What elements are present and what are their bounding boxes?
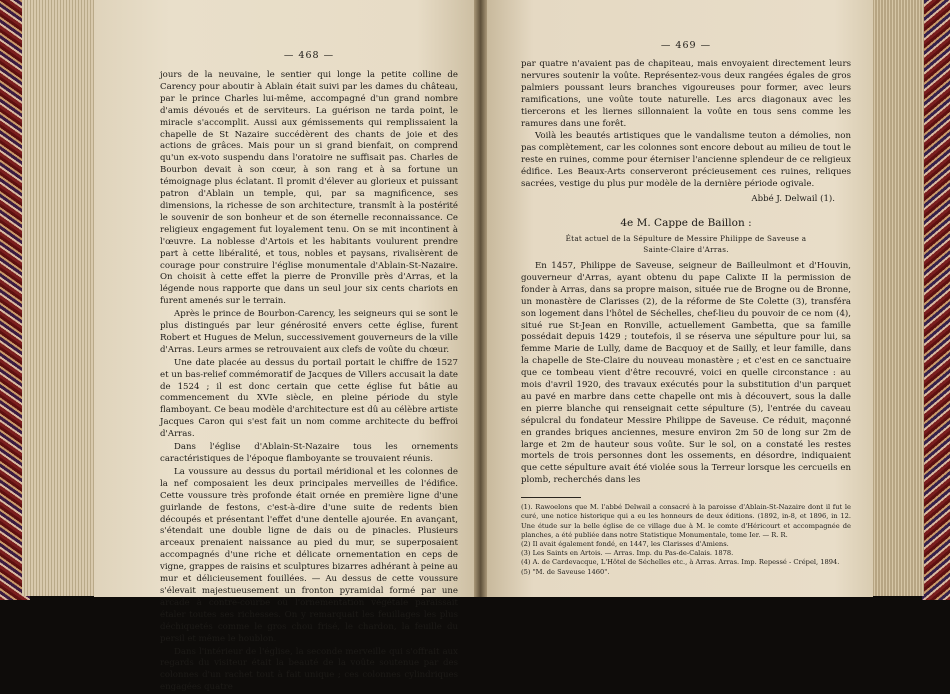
page-edges-left <box>22 0 95 596</box>
paragraph: par quatre n'avaient pas de chapiteau, mais envoyaient directement leurs nervures soutenir la voûte. Représentez-vous deux rangées égales de gros palmiers poussant leurs branches vigoureuses pour former, avec leurs ramifications, une voûte toute naturelle. Les arcs diagonaux avec les tiercerons et les liernes sillonnaient la voûte en tous sens comme les ramures dans une forêt. <box>521 59 851 130</box>
paragraph: La voussure au dessus du portail méridional et les colonnes de la nef composaient les deux principales merveilles de l'édifice. Cette voussure très profonde était ornée en première ligne d'une guirlande de festons, c'est-à-dire d'une suite de redents bien découpés et présentant l'effet d'une dentelle ajourée. En avançant, s'étendait une double ligne de dais ou de pinacles. Plusieurs arceaux prenaient naissance au pied du mur, se superposaient accompagnés d'une riche et délicate ornementation en ceps de vigne, grappes de raisins et sculptures bizarres adhérant à peine au mur et délicieusement fouillées. — Au dessus de cette voussure s'élevait majestueusement un fronton pyramidal formé par une arcade à contre-courbe où l'ornementation végétale paraissait étaler toutes ses richesses. On y remarquait les feuillages les plus déchiquetés comme le gros chou frisé, le chardon, la feuille du persil et même le houblon. <box>160 467 458 646</box>
page-number: — 468 — <box>160 50 458 61</box>
paragraph: Voilà les beautés artistiques que le vandalisme teuton a démolies, non pas complètement, car les colonnes sont encore debout au milieu de tout le reste en ruines, comme pour éterniser l'ancienne splendeur de ce religieux édifice. Les Beaux-Arts conserveront précieusement ces ruines, reliques sacrées, vestige du plus pur modèle de la dernière période ogivale. <box>521 131 851 191</box>
footnotes <box>521 503 851 577</box>
footnote-rule <box>521 497 581 498</box>
page-number: — 469 — <box>521 40 851 51</box>
marbled-cover-right <box>922 0 950 600</box>
section-title: 4e M. Cappe de Baillon : <box>521 217 851 229</box>
book-gutter <box>474 0 487 597</box>
page-edges-right <box>872 0 924 596</box>
subheading-line: État actuel de la Sépulture de Messire Philippe de Saveuse a <box>521 233 851 244</box>
paragraph: Une date placée au dessus du portail portait le chiffre de 1527 et un bas-relief commémoratif de Jacques de Villers accusait la date de 1524 ; il est donc certain que cette église fut bâtie au commencement du XVIe siècle, en pleine période du style flamboyant. Ce beau modèle d'architecture est dû au célèbre artiste Jacques Caron qui s'est fait un nom comme architecte du beffroi d'Arras. <box>160 358 458 441</box>
paragraph: Dans l'église d'Ablain-St-Nazaire tous les ornements caractéristiques de l'époque flamboyante se trouvaient réunis. <box>160 442 458 466</box>
paragraph: jours de la neuvaine, le sentier qui longe la petite colline de Carency pour aboutir à Ablain était suivi par les dames du château, par le prince Charles lui-même, accompagné d'un grand nombre d'amis dévoués et de serviteurs. La guérison ne tarda point, le miracle s'accomplit. Aussi aux gémissements qui remplissaient la chapelle de St Nazaire succédèrent des chants de joie et des actions de grâces. Mais pour un si grand bienfait, on comprend qu'un ex-voto suspendu dans l'oratoire ne suffisait pas. Charles de Bourbon devait à son cœur, à son rang et à sa fortune un témoignage plus éclatant. Il promit d'élever au glorieux et puissant patron d'Ablain un temple, qui, par sa magnificence, ses dimensions, la richesse de son architecture, transmît à la postérité le souvenir de son bonheur et de son éternelle reconnaissance. Ce religieux engagement fut loyalement tenu. On se mit incontinent à l'œuvre. La noblesse d'Artois et les habitants voulurent prendre part à cette libéralité, et tous, nobles et paysans, rivalisèrent de courage pour construire l'église monumentale d'Ablain-St-Nazaire. On choisit à cette effet la pierre de Pronville près d'Arras, et la légende nous rapporte que dans un seul jour six cents chariots en furent amenés sur le terrain. <box>160 70 458 308</box>
paragraph: En 1457, Philippe de Saveuse, seigneur de Bailleulmont et d'Houvin, gouverneur d'Arras, ayant obtenu du pape Calixte II la permission de fonder à Arras, dans sa propre maison, située rue de Brogne ou de Bronne, un monastère de Clarisses (2), de la réforme de Ste Colette (3), transféra son logement dans l'hôtel de Séchelles, chef-lieu du pouvoir de ce nom (4), situé rue St-Jean en Ronville, actuellement Gambetta, que sa famille possédait depuis 1429 ; toutefois, il se réserva une sépulture pour lui, sa femme Marie de Lully, dame de Bacquoy et de Sailly, et leur famille, dans la chapelle de Ste-Claire du nouveau monastère ; et c'est en ce sanctuaire que ce tombeau vient d'être recouvré, voici en quelle circonstance : au mois d'avril 1920, des travaux exécutés pour la substitution d'un parquet au pavé en marbre dans cette chapelle ont mis à découvert, sous la dalle en pierre blanche qui renseignait cette sépulture (5), l'entrée du caveau sépulcral du fondateur Messire Philippe de Saveuse. Ce réduit, maçonné en grandes briques anciennes, mesure environ 2m 50 de long sur 2m de large et 2m de hauteur sous voûte. Sur le sol, on a constaté les restes mortels de trois personnes dont les ossements, en désordre, indiquaient que cette sépulture avait été violée sous la Terreur lorsque les cercueils en plomb, recherchés dans les <box>521 261 851 487</box>
right-page <box>487 0 873 597</box>
author-signature: Abbé J. Delwail (1). <box>521 193 835 205</box>
section-subheading <box>521 233 851 255</box>
left-page <box>94 0 474 597</box>
footnote: (1). Rawoelons que M. l'abbé Delwail a consacré à la paroisse d'Ablain-St-Nazaire dont il fut le curé, une notice historique qui a eu les honneurs de deux éditions. (1892, in-8, et 1896, in 12. Une étude sur la belle église de ce village due à M. le comte d'Héricourt et accompagnée de planches, a été publiée dans notre Statistique Monumentale, tome Ier. — R. R. <box>521 503 851 540</box>
footnote: (2) Il avait également fondé, en 1447, les Clarisses d'Amiens. <box>521 540 851 549</box>
footnote: (4) A. de Cardevacque, L'Hôtel de Séchelles etc., à Arras. Arras. Imp. Repessé - Crépel, 1894. <box>521 558 851 567</box>
footnote: (5) "M. de Saveuse 1460". <box>521 568 851 577</box>
subheading-line: Sainte-Claire d'Arras. <box>521 244 851 255</box>
paragraph: Dans l'intérieur de l'église, la seconde merveille qui s'offrait aux regards du visiteur était la beauté de la voûte soutenue par des colonnes d'un rachet tout à fait unique ; ces colonnes cylindriques engagées quatre <box>160 647 458 694</box>
footnote: (3) Les Saints en Artois. — Arras. Imp. du Pas-de-Calais. 1878. <box>521 549 851 558</box>
paragraph: Après le prince de Bourbon-Carency, les seigneurs qui se sont le plus distingués par leur générosité envers cette église, furent Robert et Hugues de Melun, successivement gouverneurs de la ville d'Arras. Leurs armes se retrouvaient aux clefs de voûte du chœur. <box>160 309 458 357</box>
